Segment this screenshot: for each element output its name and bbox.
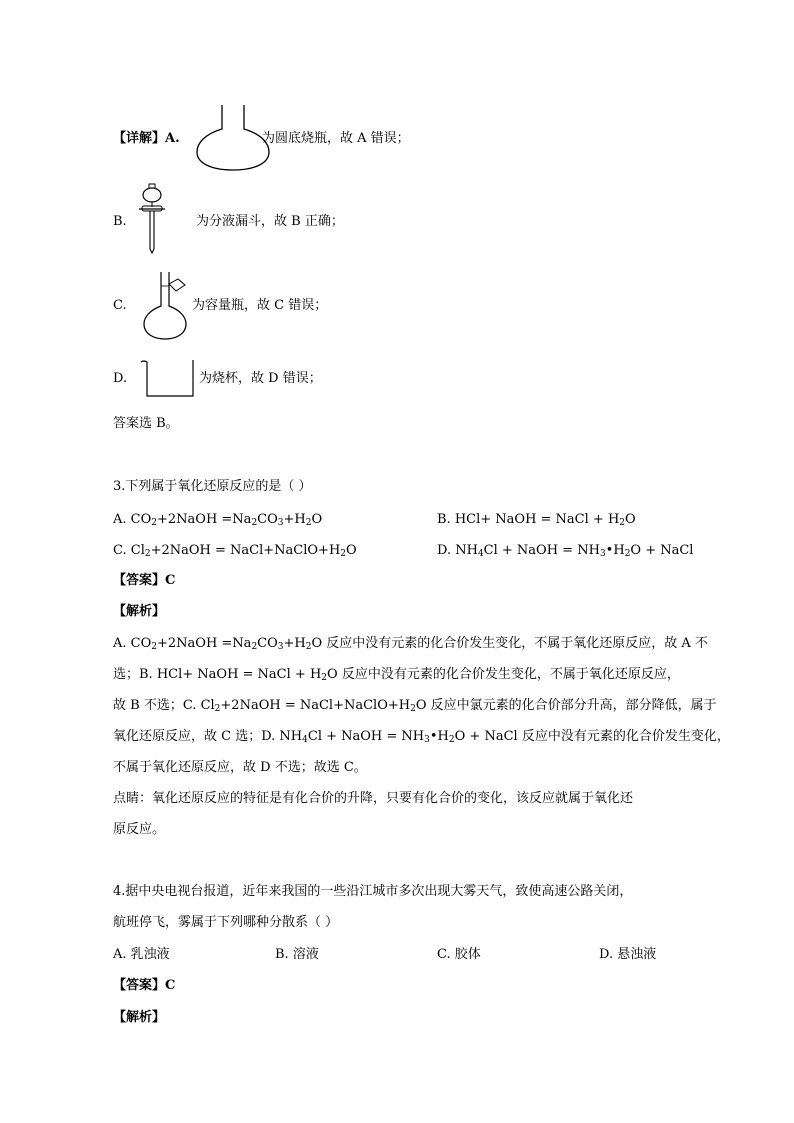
q4-analysis-label: 【解析】 (113, 1010, 166, 1025)
detail-answer: 答案选 B。 (113, 416, 179, 431)
q3-option-d: D. $NH_4Cl$ + NaOH = $NH_3•H_2O$ + NaCl (437, 543, 694, 559)
q4-option-c: C. 胶体 (437, 947, 481, 962)
q3-analysis-line-2: 选；B. HCl+ NaOH = NaCl + $H_2O$ 反应中没有元素的化合价发生变化，不属于氧化还原反应， (113, 667, 680, 683)
q3-analysis-label: 【解析】 (113, 604, 166, 619)
q3-analysis-line-4: 氧化还原反应，故 C 选；D. $NH_4Cl$ + NaOH = $NH_3•H_2O$ + NaCl 反应中没有元素的化合价发生变化， (113, 729, 730, 745)
separatory-funnel-icon (136, 183, 172, 255)
q3-tip-line-2: 原反应。 (113, 822, 166, 837)
q3-stem: 3.下列属于氧化还原反应的是（ ） (113, 479, 312, 494)
q4-option-d: D. 悬浊液 (599, 947, 657, 962)
beaker-icon (139, 358, 197, 400)
q3-option-a: A. $CO_2+2NaOH =Na_2CO_3+H_2O$ (113, 512, 323, 528)
q3-answer: 【答案】C (113, 573, 176, 588)
q4-option-b: B. 溶液 (275, 947, 319, 962)
option-d-text: 为烧杯，故 D 错误； (199, 371, 322, 386)
option-c-text: 为容量瓶，故 C 错误； (192, 298, 328, 313)
volumetric-flask-icon (140, 270, 192, 342)
option-b-label: B. (113, 214, 127, 229)
option-c-label: C. (113, 298, 127, 313)
q3-analysis-line-3: 故 B 不选；C. $Cl_2+2NaOH$ = $NaCl+NaClO+H_2O$ 反应中氯元素的化合价部分升高，部分降低，属于 (113, 698, 717, 714)
q4-stem-line-1: 4.据中央电视台报道，近年来我国的一些沿江城市多次出现大雾天气，致使高速公路关闭， (113, 884, 633, 899)
q3-tip-line-1: 点睛：氧化还原反应的特征是有化合价的升降，只要有化合价的变化，该反应就属于氧化还 (113, 791, 634, 806)
option-b-text: 为分液漏斗，故 B 正确； (196, 214, 344, 229)
q3-analysis-line-1: A. $CO_2+2NaOH =Na_2CO_3+H_2O$ 反应中没有元素的化合价发生变化，不属于氧化还原反应，故 A 不 (113, 636, 708, 652)
q4-answer: 【答案】C (113, 978, 176, 993)
option-d-label: D. (113, 371, 128, 386)
option-a-text: 为圆底烧瓶，故 A 错误； (262, 131, 410, 146)
q3-analysis-line-5: 不属于氧化还原反应，故 D 不选；故选 C。 (113, 760, 367, 775)
detail-prefix: 【详解】A. (113, 131, 180, 146)
q3-option-c: C. $Cl_2+2NaOH$ = $NaCl+NaClO+H_2O$ (113, 543, 357, 559)
q4-stem-line-2: 航班停飞，雾属于下列哪种分散系（ ） (113, 915, 339, 930)
q4-option-a: A. 乳浊液 (113, 947, 170, 962)
q3-option-b: B. HCl+ NaOH = NaCl + $H_2O$ (437, 512, 636, 528)
